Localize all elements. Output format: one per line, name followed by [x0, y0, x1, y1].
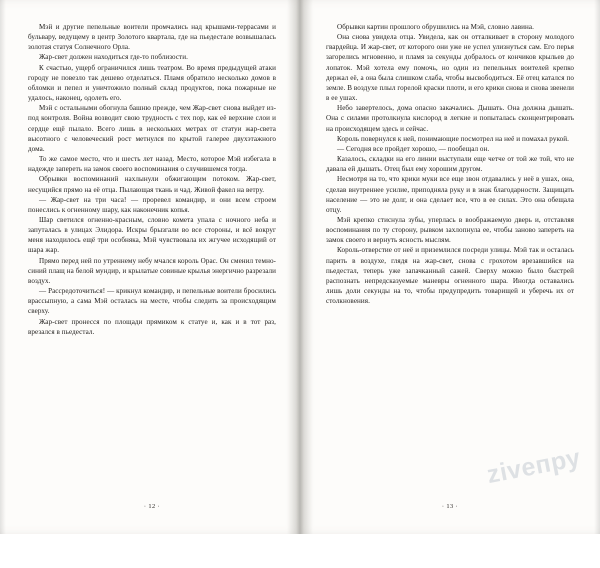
- paragraph: Мэй с остальными обогнула башню прежде, чем Жар-свет снова выйдет из-под контроля. Война возводит свою трудность с тех пор, как её верхние слои и сердце ещё пылало. Всего лишь в нескольких метрах от статуи жар-света высотного с человеческий рост метнулся по крытой галерее двухэтажного дома.: [28, 104, 276, 153]
- page-edge-shadow: [0, 0, 6, 534]
- paragraph: — Жар-свет на три часа! — проревел командир, и они всем строем понеслись к огненному шару, как наконечник копья.: [28, 195, 276, 214]
- page-right: [300, 0, 600, 534]
- watermark-line-2: пру: [532, 443, 583, 480]
- paragraph: Король-отверстие от неё и приземлился посреди улицы. Мэй так и осталась парить в воздухе, глядя на жар-свет, снова с грохотом врезавшийся на пьедестал, теперь уже запачканный сажей. Сверху можно было быстрей распознать непредсказуемые маневры огненного шара. Иногда оставались лишь доли секунды на то, чтобы предупредить товарищей и уберечь их от столкновения.: [326, 246, 574, 306]
- page-right-textblock: [326, 22, 574, 482]
- paragraph: Король повернулся к ней, понимающие посмотрел на неё и помахал рукой.: [337, 134, 569, 143]
- paragraph: — Рассредоточиться! — крикнул командир, и пепельные воители бросились врассыпную, а сама Мэй осталась на месте, чтобы следить за происходящим сверху.: [28, 287, 276, 316]
- page-number-left: · 12 ·: [143, 503, 161, 510]
- paragraph: То же самое место, что и шесть лет назад. Место, которое Мэй избегала в надежде запереть на замок своего воспоминания о случившемся тогда.: [28, 155, 276, 174]
- watermark-line-1: zive: [484, 452, 539, 490]
- paragraph: — Сегодня все пройдет хорошо, — пообещал он.: [337, 144, 490, 153]
- page-number-right: · 13 ·: [441, 503, 459, 510]
- paragraph: Жар-свет должен находиться где-то поблизости.: [39, 53, 188, 62]
- paragraph: Небо завертелось, дома опасно закачались. Дышать. Она должна дышать. Она с силами протолкнула кислород в легкие и попыталась сконцентрировать на происходящем здесь и сейчас.: [326, 104, 574, 133]
- page-edge-shadow: [594, 0, 600, 534]
- paragraph: Несмотря на то, что крики муки все еще звон отдавались у неё в ушах, она, сделав внутреннее усилие, приподняла руку и в знак благодарности. Защищать население — это не долг, и она сделает все, что в ее силах. Это она обещала отцу.: [326, 175, 574, 214]
- paragraph: Мэй и другие пепельные воители промчались над крышами-террасами и бульвару, ведущему в центр Золотого квартала, где на пьедестале возвышалась золотая статуя Солнечного Орла.: [28, 23, 276, 52]
- paragraph: Прямо перед ней по утреннему небу мчался король Орас. Он сменил темно-синий плащ на белой мундир, и крылатые совиные крылья энергично разрезали воздух.: [28, 256, 276, 285]
- paragraph: Казалось, складки на его линии выступали еще четче от той же той, что не давала ей дышать. Отец был ему хорошим другом.: [326, 155, 574, 174]
- paragraph: Шар светился огненно-красным, словно комета упала с ночного неба и запуталась в улицах Элидора. Искры брызгали во все стороны, и всё вокруг меня находилось ещё три особняка, Мэй чувствовала их жгучее исходящий от шара жар.: [28, 215, 276, 255]
- page-left-textblock: [28, 22, 276, 482]
- page-left: [0, 0, 300, 534]
- paragraph: Обрывки воспоминаний нахлынули обжигающим потоком. Жар-свет, несущийся прямо на её отца. Пылающая ткань и чад. Живой факел на ветру.: [28, 175, 276, 194]
- paragraph: Мэй крепко стиснула зубы, уперлась в воображаемую дверь и, отставляя воспоминания по ту сторону, рывком захлопнула ее, чтобы заново запереть на замок своего и вернуть ясность мыслям.: [326, 215, 574, 245]
- paragraph: Жар-свет пронесся по площади прямиком к статуе и, как и в тот раз, врезался в пьедестал.: [28, 317, 276, 336]
- paragraph: К счастью, ущерб ограничился лишь театром. Во время предыдущей атаки городу не повезло так дешево отделаться. Пламя обратило несколько домов в обломки и пепел и уничтожило полный склад продуктов, пока пожарные не удалось, наконец, одолеть его.: [28, 63, 276, 103]
- paragraph: Обрывки картин прошлого обрушились на Мэй, словно лавина.: [337, 23, 534, 31]
- paragraph: Она снова увидела отца. Увидела, как он отталкивает в сторону молодого гвардейца. И жар-свет, от которого они уже не успел улизнуться сам. Его перья загорелись мгновенно, и пламя за секунды добралось от кончиков крыльев до лопаток. Мэй хотела ему помочь, но один из пепельных воителей крепко держал её, а она была слишком слаба, чтобы высвободиться. Её отец катался по земле. В воздухе плыл горелой краски плоти, и его крики снова и снова звенели в ее ушах.: [326, 33, 574, 103]
